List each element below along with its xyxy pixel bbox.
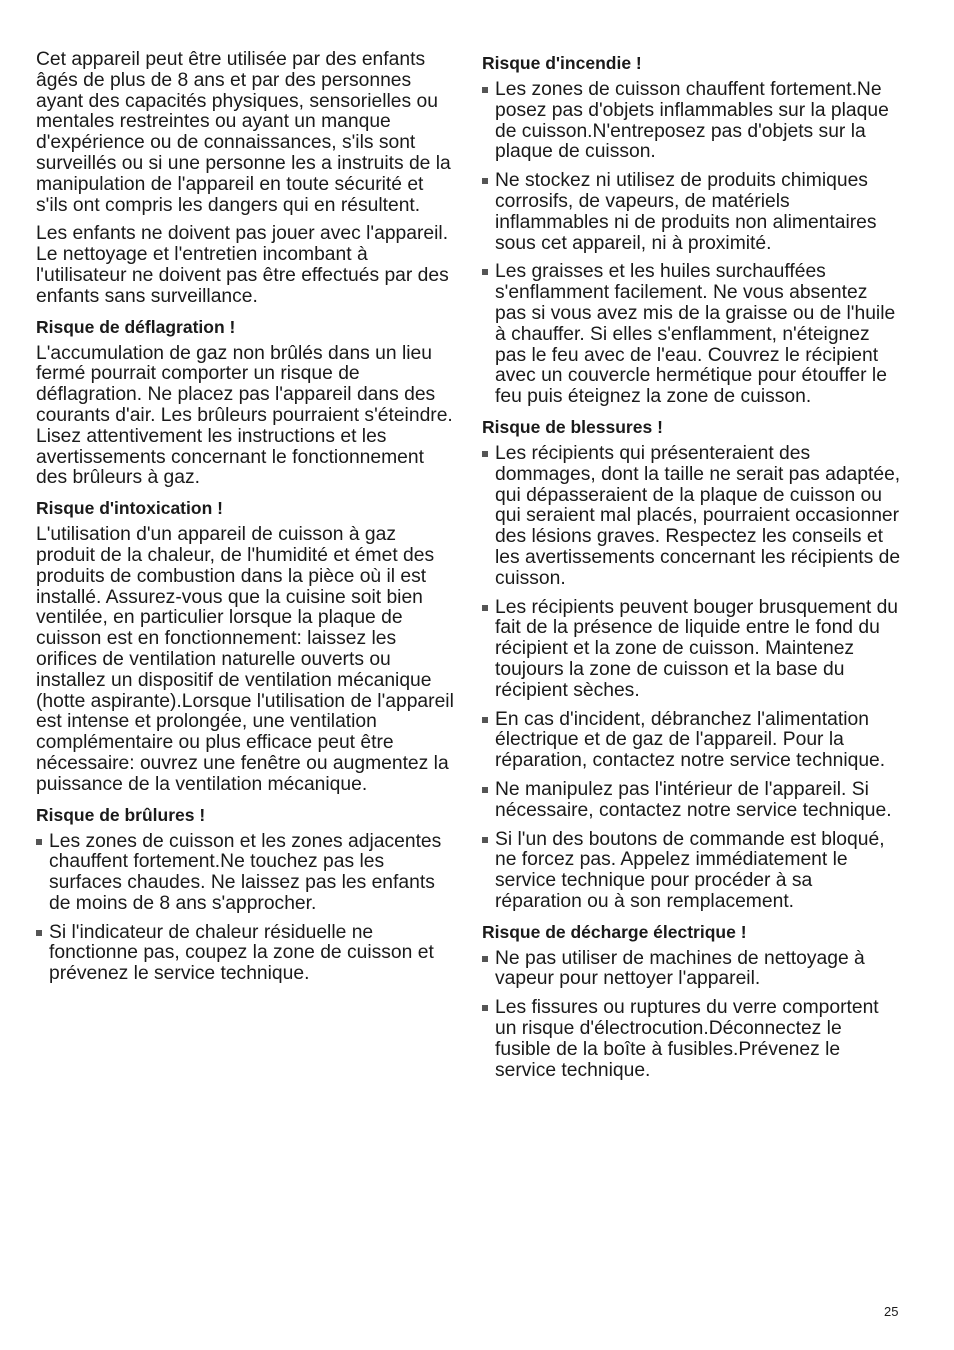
deflagration-text: L'accumulation de gaz non brûlés dans un lieu fermé pourrait comporter un risque de déflagration. Ne placez pas l'appareil dans des courants d'air. Les brûleurs pourraient s'éteindre. Lisez attentivement les instructions et les avertissements concernant le fonctionnement des brûleurs à gaz. — [36, 342, 453, 489]
list-item: Ne pas utiliser de machines de nettoyage à vapeur pour nettoyer l'appareil. — [482, 949, 902, 991]
bullet-square-icon — [482, 1005, 488, 1011]
list-item: Ne stockez ni utilisez de produits chimiques corrosifs, de vapeurs, de matériels inflammables ni de produits non alimentaires sous cet appareil, ni à proximité. — [482, 171, 902, 254]
bullet-square-icon — [482, 787, 488, 793]
section-heading-incendie: Risque d'incendie ! — [482, 53, 642, 73]
list-item: Les fissures ou ruptures du verre comportent un risque d'électrocution.Déconnectez le fusible de la boîte à fusibles.Prévenez le service technique. — [482, 998, 902, 1081]
decharge-list — [482, 949, 902, 1082]
right-column — [482, 50, 902, 1089]
list-item: Les zones de cuisson et les zones adjacentes chauffent fortement.Ne touchez pas les surfaces chaudes. Ne laissez pas les enfants de moins de 8 ans s'approcher. — [36, 832, 460, 915]
bullet-square-icon — [482, 956, 488, 962]
list-item: Si l'indicateur de chaleur résiduelle ne fonctionne pas, coupez la zone de cuisson et prévenez le service technique. — [36, 923, 460, 985]
intoxication-text: L'utilisation d'un appareil de cuisson à gaz produit de la chaleur, de l'humidité et émet des produits de combustion dans la pièce où il est installé. Assurez-vous que la cuisine soit bien ventilée, en particulier lorsque la plaque de cuisson est en fonctionnement: laissez les orifices de ventilation naturelle ouverts ou installez un dispositif de ventilation mécanique (hotte aspirante).Lorsque l'utilisation de l'appareil est intense et prolongée, une ventilation complémentaire ou plus efficace peut être nécessaire: ouvrez une fenêtre ou augmentez la puissance de la ventilation mécanique. — [36, 524, 454, 795]
list-item: Les zones de cuisson chauffent fortement.Ne posez pas d'objets inflammables sur la plaque de cuisson.N'entreposez pas d'objets sur la plaque de cuisson. — [482, 80, 902, 163]
bullet-square-icon — [482, 605, 488, 611]
incendie-list — [482, 80, 902, 408]
list-item: Les graisses et les huiles surchauffées s'enflamment facilement. Ne vous absentez pas si vous avez mis de la graisse ou de l'huile à chauffer. Si elles s'enflamment, n'éteignez pas le feu avec de l'eau. Couvrez le récipient avec un couvercle hermétique pour étouffer le feu puis éteignez la zone de cuisson. — [482, 262, 902, 408]
brulures-list — [36, 832, 460, 986]
list-item: Ne manipulez pas l'intérieur de l'appareil. Si nécessaire, contactez notre service technique. — [482, 780, 902, 822]
intro-paragraph: Cet appareil peut être utilisée par des enfants âgés de plus de 8 ans et par des personnes ayant des capacités physiques, sensorielles ou mentales restreintes ou ayant un manque d'expérience ou de connaissances, s'ils sont surveillés ou si une personne les a instruits de la manipulation de l'appareil en toute sécurité et s'ils ont compris les dangers qui en résultent. — [36, 49, 451, 216]
bullet-square-icon — [482, 269, 488, 275]
bullet-square-icon — [482, 178, 488, 184]
list-item: Les récipients peuvent bouger brusquement du fait de la présence de liquide entre le fond du récipient et la zone de cuisson. Maintenez toujours la zone de cuisson et la base du récipient sèches. — [482, 598, 902, 702]
list-item: Si l'un des boutons de commande est bloqué, ne forcez pas. Appelez immédiatement le service technique pour procéder à sa réparation ou à son remplacement. — [482, 830, 902, 913]
blessures-list — [482, 444, 902, 913]
bullet-square-icon — [482, 87, 488, 93]
bullet-square-icon — [482, 451, 488, 457]
page-number: 25 — [884, 1304, 899, 1319]
section-heading-blessures: Risque de blessures ! — [482, 416, 663, 437]
left-column — [36, 50, 460, 993]
section-heading-intoxication: Risque d'intoxication ! — [36, 498, 223, 519]
bullet-square-icon — [482, 837, 488, 843]
bullet-square-icon — [482, 717, 488, 723]
list-item: Les récipients qui présenteraient des dommages, dont la taille ne serait pas adaptée, qui dépasseraient de la plaque de cuisson ou qui seraient mal placés, pourraient occasionner des lésions graves. Respectez les conseils et les avertissements concernant les récipients de cuisson. — [482, 444, 902, 590]
section-heading-deflagration: Risque de déflagration ! — [36, 316, 236, 337]
bullet-square-icon — [36, 930, 42, 936]
list-item: En cas d'incident, débranchez l'alimentation électrique et de gaz de l'appareil. Pour la réparation, contactez notre service technique. — [482, 710, 902, 772]
section-heading-decharge: Risque de décharge électrique ! — [482, 921, 747, 942]
section-heading-brulures: Risque de brûlures ! — [36, 804, 206, 825]
intro-paragraph: Les enfants ne doivent pas jouer avec l'appareil. Le nettoyage et l'entretien incombant à l'utilisateur ne doivent pas être effectués par des enfants sans surveillance. — [36, 223, 449, 307]
bullet-square-icon — [36, 839, 42, 845]
